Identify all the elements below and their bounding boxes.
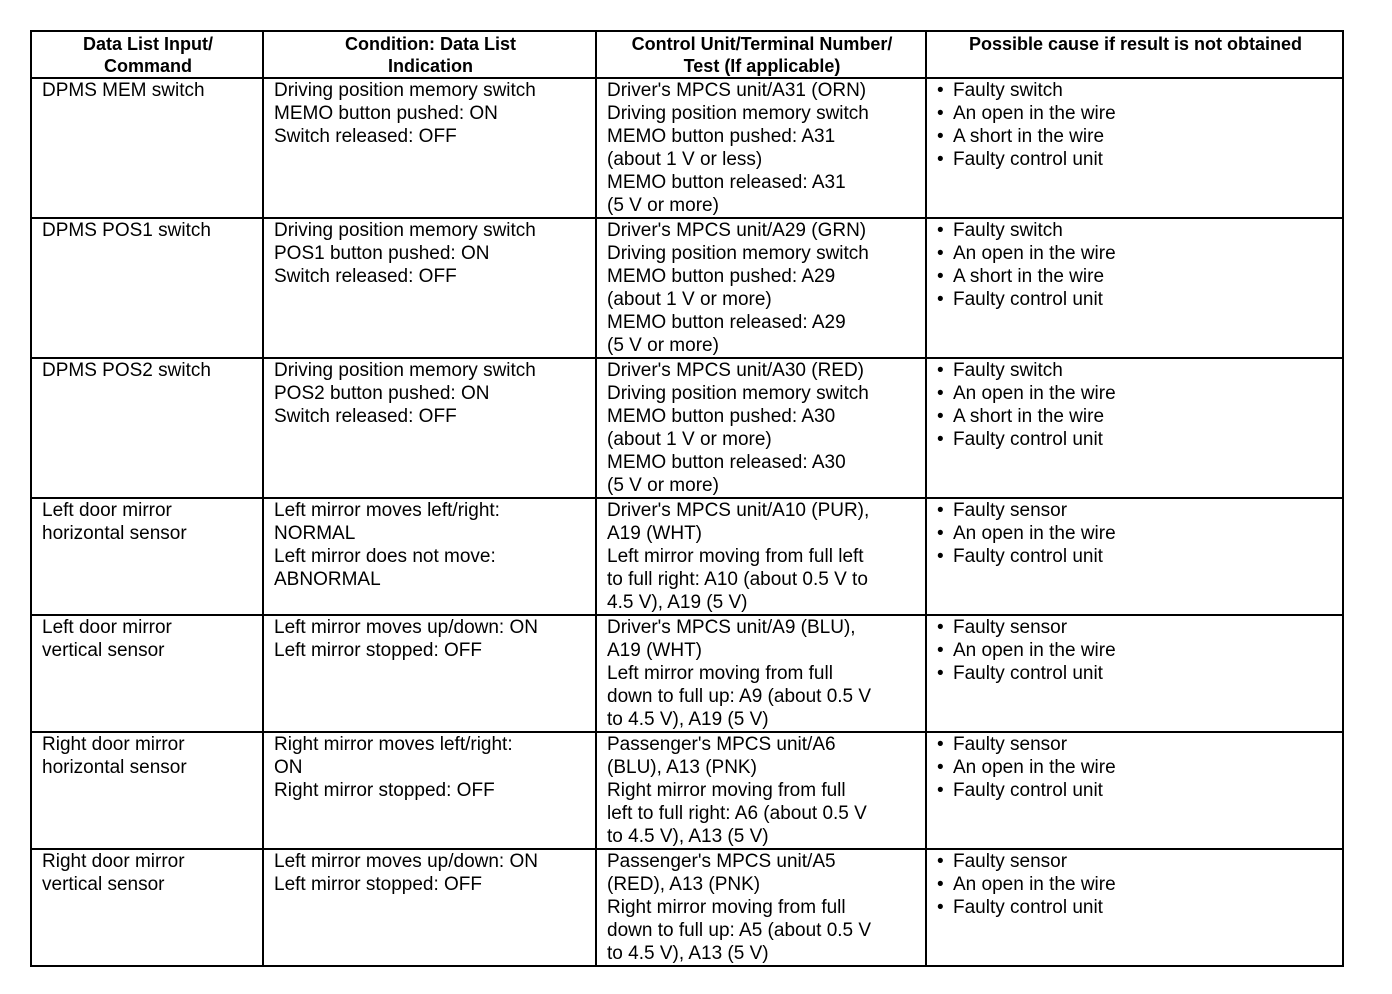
data-list-input-cell: [31, 732, 263, 849]
cell-text: (5 V or more): [607, 475, 719, 496]
cell-text: Right mirror stopped: OFF: [274, 780, 495, 801]
cell-text: Right mirror moving from full: [607, 780, 846, 801]
cell-text: ON: [274, 757, 303, 778]
table-row: [31, 78, 1343, 218]
cell-text: (about 1 V or more): [607, 289, 772, 310]
condition-cell: [263, 218, 596, 358]
data-list-input-cell: [31, 849, 263, 966]
cell-text: MEMO button pushed: ON: [274, 103, 498, 124]
cell-text: Switch released: OFF: [274, 126, 457, 147]
cause-item: • An open in the wire: [937, 873, 1334, 896]
possible-cause-cell: [926, 78, 1343, 218]
cause-item: • Faulty control unit: [937, 288, 1334, 311]
condition-cell: [263, 498, 596, 615]
terminal-cell: [596, 498, 926, 615]
cell-text: Driving position memory switch: [607, 243, 869, 264]
cell-text: Driver's MPCS unit/A31 (ORN): [607, 80, 867, 101]
table-row: [31, 498, 1343, 615]
header-terminal: [596, 31, 926, 78]
cause-item: • An open in the wire: [937, 242, 1334, 265]
cause-item: • Faulty switch: [937, 79, 1334, 102]
header-condition: [263, 31, 596, 78]
cause-item: • An open in the wire: [937, 522, 1334, 545]
cell-text: Left mirror moves up/down: ON: [274, 851, 538, 872]
cell-text: Left mirror stopped: OFF: [274, 640, 483, 661]
cell-text: Left mirror moving from full: [607, 663, 833, 684]
possible-cause-cell: [926, 498, 1343, 615]
cell-text: Passenger's MPCS unit/A5: [607, 851, 836, 872]
condition-cell: [263, 849, 596, 966]
possible-cause-cell: [926, 732, 1343, 849]
table-row: [31, 732, 1343, 849]
cell-text: Driver's MPCS unit/A30 (RED): [607, 360, 865, 381]
cell-text: Right door mirror: [42, 734, 185, 755]
possible-cause-cell: [926, 218, 1343, 358]
cell-text: horizontal sensor: [42, 757, 187, 778]
condition-cell: [263, 78, 596, 218]
cell-text: Left mirror moves left/right:: [274, 500, 500, 521]
cell-text: Left mirror does not move:: [274, 546, 496, 567]
cell-text: to full right: A10 (about 0.5 V to: [607, 569, 868, 590]
cause-item: • Faulty switch: [937, 219, 1334, 242]
cell-text: Right door mirror: [42, 851, 185, 872]
header-text: Possible cause if result is not obtained: [968, 34, 1303, 54]
cell-text: MEMO button pushed: A31: [607, 126, 836, 147]
cause-item: • Faulty sensor: [937, 616, 1334, 639]
possible-cause-cell: [926, 615, 1343, 732]
cause-item: • An open in the wire: [937, 102, 1334, 125]
cell-text: Passenger's MPCS unit/A6: [607, 734, 836, 755]
cell-text: Driving position memory switch: [607, 383, 869, 404]
header-text: Control Unit/Terminal Number/: [631, 34, 893, 54]
cell-text: POS2 button pushed: ON: [274, 383, 490, 404]
header-text: Indication: [388, 56, 473, 76]
cell-text: DPMS POS2 switch: [42, 360, 211, 381]
cause-item: • A short in the wire: [937, 265, 1334, 288]
cause-item: • Faulty control unit: [937, 148, 1334, 171]
cell-text: Driving position memory switch: [274, 80, 536, 101]
cause-item: • Faulty control unit: [937, 662, 1334, 685]
cell-text: Driver's MPCS unit/A9 (BLU),: [607, 617, 856, 638]
cell-text: ABNORMAL: [274, 569, 381, 590]
cause-item: • Faulty control unit: [937, 779, 1334, 802]
cell-text: Driving position memory switch: [274, 360, 536, 381]
cause-item: • Faulty sensor: [937, 499, 1334, 522]
header-row: [31, 31, 1343, 78]
cause-item: • Faulty sensor: [937, 850, 1334, 873]
possible-cause-cell: [926, 849, 1343, 966]
header-data-list-input: [31, 31, 263, 78]
cell-text: Left door mirror: [42, 500, 172, 521]
cell-text: Driving position memory switch: [274, 220, 536, 241]
data-list-input-cell: [31, 358, 263, 498]
cell-text: Right mirror moves left/right:: [274, 734, 513, 755]
condition-cell: [263, 615, 596, 732]
cause-item: • A short in the wire: [937, 405, 1334, 428]
data-list-input-cell: [31, 218, 263, 358]
cell-text: (5 V or more): [607, 195, 719, 216]
header-text: Command: [103, 56, 192, 76]
cause-item: • An open in the wire: [937, 639, 1334, 662]
cell-text: to 4.5 V), A13 (5 V): [607, 943, 769, 964]
cell-text: Left mirror stopped: OFF: [274, 874, 483, 895]
possible-cause-cell: [926, 358, 1343, 498]
cell-text: to 4.5 V), A13 (5 V): [607, 826, 769, 847]
cell-text: (5 V or more): [607, 335, 719, 356]
cell-text: MEMO button released: A30: [607, 452, 846, 473]
condition-cell: [263, 358, 596, 498]
data-list-input-cell: [31, 498, 263, 615]
cell-text: down to full up: A5 (about 0.5 V: [607, 920, 872, 941]
cell-text: MEMO button released: A31: [607, 172, 846, 193]
cell-text: Switch released: OFF: [274, 266, 457, 287]
terminal-cell: [596, 218, 926, 358]
cell-text: Right mirror moving from full: [607, 897, 846, 918]
data-list-input-cell: [31, 78, 263, 218]
cell-text: Driving position memory switch: [607, 103, 869, 124]
header-text: Data List Input/: [83, 34, 213, 54]
cell-text: 4.5 V), A19 (5 V): [607, 592, 748, 613]
cell-text: MEMO button released: A29: [607, 312, 846, 333]
cell-text: DPMS MEM switch: [42, 80, 205, 101]
cell-text: (about 1 V or more): [607, 429, 772, 450]
cell-text: (BLU), A13 (PNK): [607, 757, 757, 778]
data-list-input-cell: [31, 615, 263, 732]
terminal-cell: [596, 732, 926, 849]
cell-text: left to full right: A6 (about 0.5 V: [607, 803, 867, 824]
cell-text: NORMAL: [274, 523, 356, 544]
cause-item: • Faulty sensor: [937, 733, 1334, 756]
cause-item: • Faulty control unit: [937, 545, 1334, 568]
cell-text: Left mirror moving from full left: [607, 546, 864, 567]
table-row: [31, 849, 1343, 966]
cause-item: • Faulty control unit: [937, 428, 1334, 451]
cell-text: to 4.5 V), A19 (5 V): [607, 709, 769, 730]
terminal-cell: [596, 615, 926, 732]
table-row: [31, 615, 1343, 732]
cell-text: vertical sensor: [42, 874, 165, 895]
data-list-table: [30, 30, 1344, 967]
table-row: [31, 358, 1343, 498]
cell-text: vertical sensor: [42, 640, 165, 661]
terminal-cell: [596, 849, 926, 966]
cell-text: Driver's MPCS unit/A29 (GRN): [607, 220, 867, 241]
cell-text: down to full up: A9 (about 0.5 V: [607, 686, 872, 707]
cell-text: Left mirror moves up/down: ON: [274, 617, 538, 638]
cell-text: DPMS POS1 switch: [42, 220, 211, 241]
terminal-cell: [596, 78, 926, 218]
cell-text: (RED), A13 (PNK): [607, 874, 761, 895]
cell-text: (about 1 V or less): [607, 149, 763, 170]
cell-text: MEMO button pushed: A30: [607, 406, 836, 427]
condition-cell: [263, 732, 596, 849]
cell-text: Switch released: OFF: [274, 406, 457, 427]
header-possible-cause: [926, 31, 1343, 78]
cell-text: horizontal sensor: [42, 523, 187, 544]
cause-item: • An open in the wire: [937, 756, 1334, 779]
cell-text: Left door mirror: [42, 617, 172, 638]
table-row: [31, 218, 1343, 358]
cell-text: Driver's MPCS unit/A10 (PUR),: [607, 500, 870, 521]
cell-text: A19 (WHT): [607, 640, 702, 661]
cause-item: • An open in the wire: [937, 382, 1334, 405]
cell-text: POS1 button pushed: ON: [274, 243, 490, 264]
cause-item: • Faulty control unit: [937, 896, 1334, 919]
cell-text: A19 (WHT): [607, 523, 702, 544]
cause-item: • A short in the wire: [937, 125, 1334, 148]
header-text: Test (If applicable): [683, 56, 841, 76]
terminal-cell: [596, 358, 926, 498]
header-text: Condition: Data List: [345, 34, 516, 54]
cell-text: MEMO button pushed: A29: [607, 266, 836, 287]
cause-item: • Faulty switch: [937, 359, 1334, 382]
